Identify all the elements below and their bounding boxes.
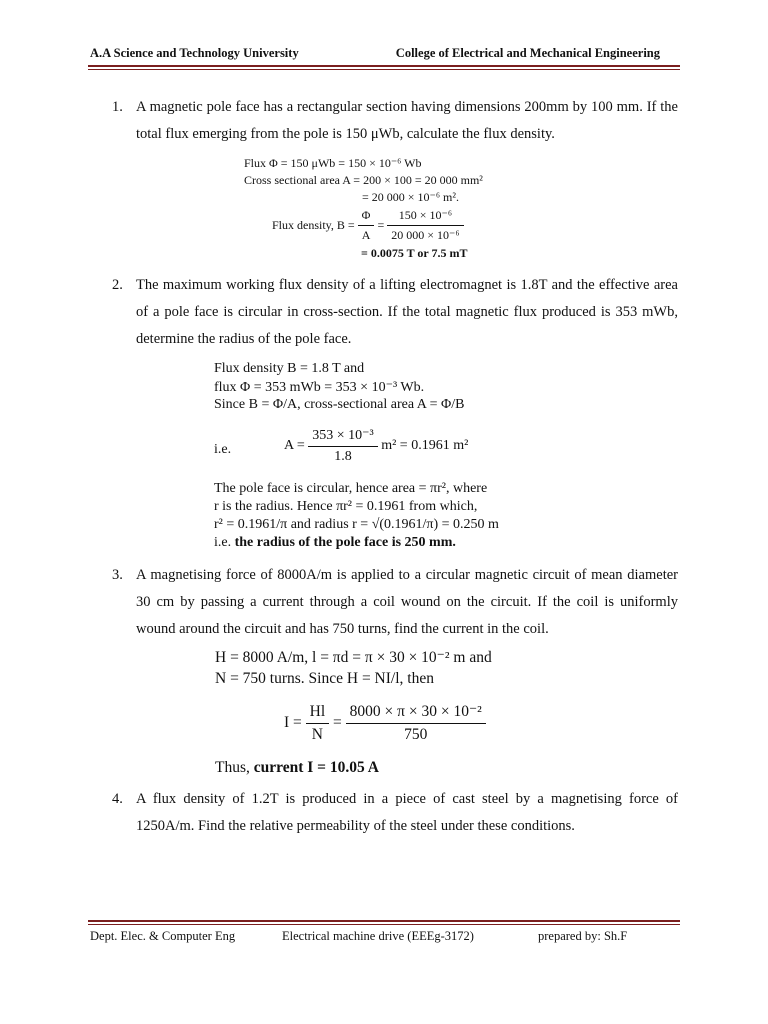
question-text: A magnetic pole face has a rectangular section having dimensions 200mm by 100 mm. If the total flux emerging from the pole is 150 μWb, calculate the flux density. [136,99,678,142]
question-text: A flux density of 1.2T is produced in a piece of cast steel by a magnetising force of 1250A/m. Find the relative permeability of the steel under these conditions. [136,791,678,834]
q3-frac1-den: N [311,725,323,743]
question-number: 2. [112,277,123,293]
q3-frac2-num: 8000 × π × 30 × 10⁻² [346,702,486,724]
q2-area-eq [284,427,468,465]
q2-line-density: Flux density B = 1.8 T and [214,361,365,376]
q3-line-n: N = 750 turns. Since H = NI/l, then [215,670,434,687]
q2-frac-num: 353 × 10⁻³ [308,427,377,447]
header-rule-thick [88,65,680,67]
q1-fraction-phi-over-a [358,208,375,243]
header-university: A.A Science and Technology University [90,46,299,60]
footer-author: prepared by: Sh.F [538,929,628,943]
header-rule-thin [88,69,680,70]
q1-frac1-den: A [361,228,371,242]
footer-rule-thick [88,920,680,922]
q2-line-since: Since B = Φ/A, cross-sectional area A = Φ/B [214,397,465,412]
q3-answer: current I = 10.05 A [253,759,379,776]
q3-fraction-hl-over-n [306,703,330,744]
q2-ie: i.e. [214,442,232,457]
q1-frac1-num: Φ [358,208,375,226]
question-4 [112,786,678,840]
q1-frac2-den: 20 000 × 10⁻⁶ [391,228,460,242]
q1-result: = 0.0075 T or 7.5 mT [361,246,468,260]
q2-para-line3: r² = 0.1961/π and radius r = √(0.1961/π) = 0.250 m [214,517,499,532]
question-number: 3. [112,567,123,583]
q2-a-label: A = [284,438,305,453]
q2-frac-den: 1.8 [334,449,352,464]
q2-frac-tail: m² = 0.1961 m² [381,438,469,453]
q3-fraction-values [346,702,486,744]
q1-equals: = [377,218,385,232]
question-text: The maximum working flux density of a lifting electromagnet is 1.8T and the effective area of a pole face is circular in cross-section. If the total magnetic flux produced is 353 mWb, determine the radius of the pole face. [136,277,678,347]
question-2 [112,272,678,353]
q1-fd-label: Flux density, B = [272,218,355,232]
q3-frac1-num: Hl [306,703,330,724]
footer-dept: Dept. Elec. & Computer Eng [90,929,236,943]
q3-current-eq [284,702,486,744]
q1-frac2-num: 150 × 10⁻⁶ [387,208,463,226]
q2-para-line2: r is the radius. Hence πr² = 0.1961 from which, [214,499,478,514]
q3-frac2-den: 750 [404,726,428,743]
q3-thus: Thus, [215,759,250,776]
question-3 [112,562,678,643]
q2-fraction [308,427,377,465]
page-header [90,46,670,64]
q1-line-area: Cross sectional area A = 200 × 100 = 20 000 mm² [244,173,483,187]
question-1 [112,94,678,148]
q2-line-flux: flux Φ = 353 mWb = 353 × 10⁻³ Wb. [214,380,425,395]
header-college: College of Electrical and Mechanical Engineering [395,46,660,60]
q1-fraction-values [387,208,463,243]
question-number: 4. [112,791,123,807]
q2-para-line4 [214,535,456,551]
q2-answer: the radius of the pole face is 250 mm. [234,535,456,550]
question-text: A magnetising force of 8000A/m is applied to a circular magnetic circuit of mean diameter 30 cm by passing a current through a coil wound on the circuit. If the coil is uniformly wound around the circuit and has 750 turns, find the current in the coil. [136,567,678,637]
question-number: 1. [112,99,123,115]
q3-line-h: H = 8000 A/m, l = πd = π × 30 × 10⁻² m and [215,649,492,666]
q3-equals: = [333,714,342,731]
q1-line-area-m2: = 20 000 × 10⁻⁶ m². [362,190,459,204]
footer-rule-thin [88,924,680,925]
q2-ie-2: i.e. [214,535,232,550]
q2-para-line1: The pole face is circular, hence area = πr², where [214,481,488,496]
q1-line-flux: Flux Φ = 150 μWb = 150 × 10⁻⁶ Wb [244,156,422,170]
q3-i-label: I = [284,714,302,731]
footer-course: Electrical machine drive (EEEg-3172) [282,929,474,943]
q1-flux-density-eq [272,208,464,243]
q3-result-line [215,759,379,777]
